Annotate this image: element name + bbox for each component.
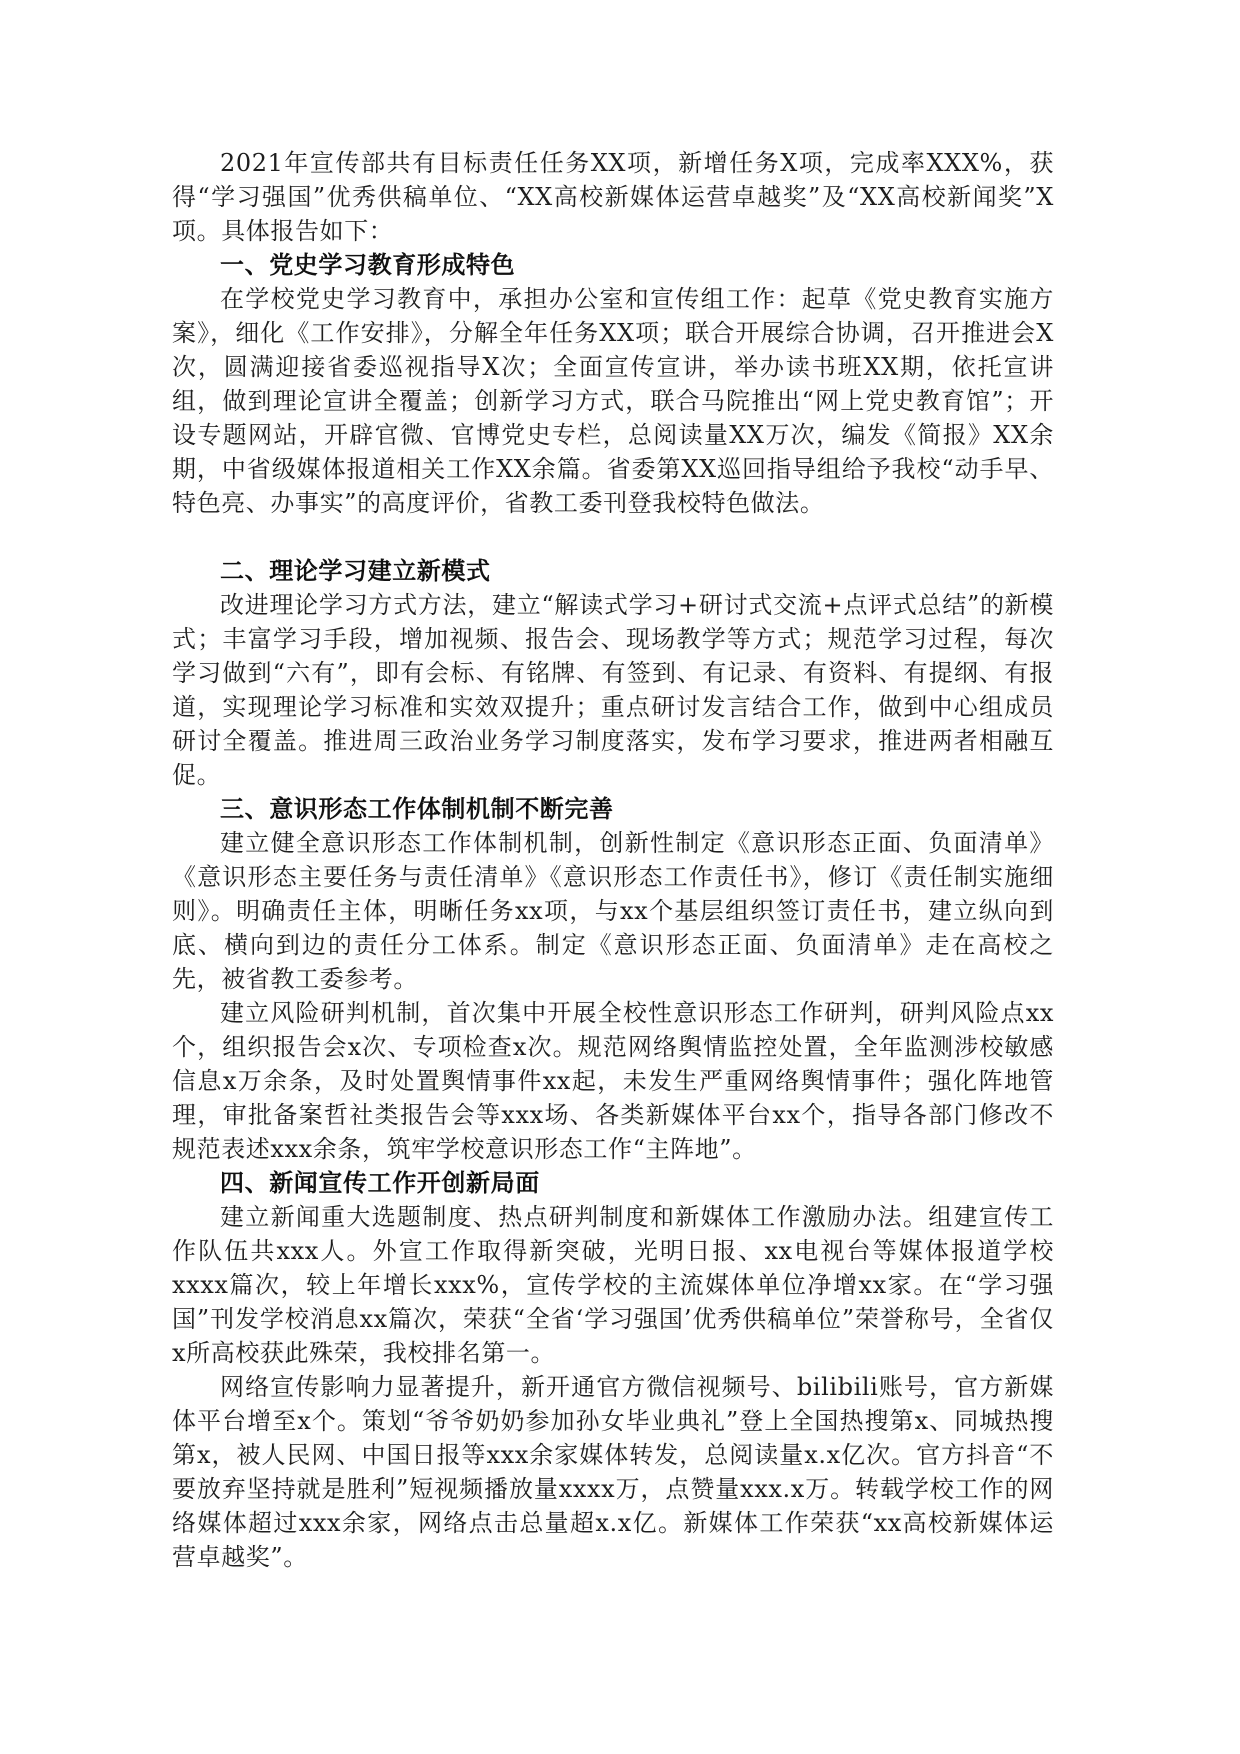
intro-paragraph: 2021年宣传部共有目标责任任务XX项，新增任务X项，完成率XXX%，获得“学习强国”优秀供稿单位、“XX高校新媒体运营卓越奖”及“XX高校新闻奖”X项。具体报告如下： bbox=[172, 149, 1054, 245]
section-4-heading: 四、新闻宣传工作开创新局面 bbox=[220, 1169, 540, 1197]
section-4-paragraph-2: 网络宣传影响力显著提升，新开通官方微信视频号、bilibili账号，官方新媒体平台增至x个。策划“爷爷奶奶参加孙女毕业典礼”登上全国热搜第x、同城热搜第x，被人民网、中国日报等xxx余家媒体转发，总阅读量x.x亿次。官方抖音“不要放弃坚持就是胜利”短视频播放量xxxx万，点赞量xxx.x万。转载学校工作的网络媒体超过xxx余家，网络点击总量超x.x亿。新媒体工作荣获“xx高校新媒体运营卓越奖”。 bbox=[172, 1373, 1054, 1571]
spacer bbox=[172, 520, 1054, 554]
section-3-paragraph-2: 建立风险研判机制，首次集中开展全校性意识形态工作研判，研判风险点xx个，组织报告会x次、专项检查x次。规范网络舆情监控处置，全年监测涉校敏感信息x万余条，及时处置舆情事件xx起，未发生严重网络舆情事件；强化阵地管理，审批备案哲社类报告会等xxx场、各类新媒体平台xx个，指导各部门修改不规范表述xxx余条，筑牢学校意识形态工作“主阵地”。 bbox=[172, 999, 1054, 1163]
section-3-heading: 三、意识形态工作体制机制不断完善 bbox=[220, 795, 614, 823]
section-3-paragraph-1: 建立健全意识形态工作体制机制，创新性制定《意识形态正面、负面清单》《意识形态主要任务与责任清单》《意识形态工作责任书》，修订《责任制实施细则》。明确责任主体，明晰任务xx项，与xx个基层组织签订责任书，建立纵向到底、横向到边的责任分工体系。制定《意识形态正面、负面清单》走在高校之先，被省教工委参考。 bbox=[172, 829, 1054, 993]
section-2-paragraph: 改进理论学习方式方法，建立“解读式学习+研讨式交流+点评式总结”的新模式；丰富学习手段，增加视频、报告会、现场教学等方式；规范学习过程，每次学习做到“六有”，即有会标、有铭牌、有签到、有记录、有资料、有提纲、有报道，实现理论学习标准和实效双提升；重点研讨发言结合工作，做到中心组成员研讨全覆盖。推进周三政治业务学习制度落实，发布学习要求，推进两者相融互促。 bbox=[172, 591, 1054, 789]
section-1-heading: 一、党史学习教育形成特色 bbox=[220, 251, 516, 279]
section-2-heading: 二、理论学习建立新模式 bbox=[220, 557, 491, 585]
section-4-paragraph-1: 建立新闻重大选题制度、热点研判制度和新媒体工作激励办法。组建宣传工作队伍共xxx人。外宣工作取得新突破，光明日报、xx电视台等媒体报道学校xxxx篇次，较上年增长xxx%，宣传学校的主流媒体单位净增xx家。在“学习强国”刊发学校消息xx篇次，荣获“全省‘学习强国’优秀供稿单位”荣誉称号，全省仅x所高校获此殊荣，我校排名第一。 bbox=[172, 1203, 1054, 1367]
section-1-paragraph: 在学校党史学习教育中，承担办公室和宣传组工作：起草《党史教育实施方案》，细化《工作安排》，分解全年任务XX项；联合开展综合协调，召开推进会X次，圆满迎接省委巡视指导X次；全面宣传宣讲，举办读书班XX期，依托宣讲组，做到理论宣讲全覆盖；创新学习方式，联合马院推出“网上党史教育馆”；开设专题网站，开辟官微、官博党史专栏，总阅读量XX万次，编发《简报》XX余期，中省级媒体报道相关工作XX余篇。省委第XX巡回指导组给予我校“动手早、特色亮、办事实”的高度评价，省教工委刊登我校特色做法。 bbox=[172, 285, 1054, 517]
document-page bbox=[172, 146, 1054, 1574]
